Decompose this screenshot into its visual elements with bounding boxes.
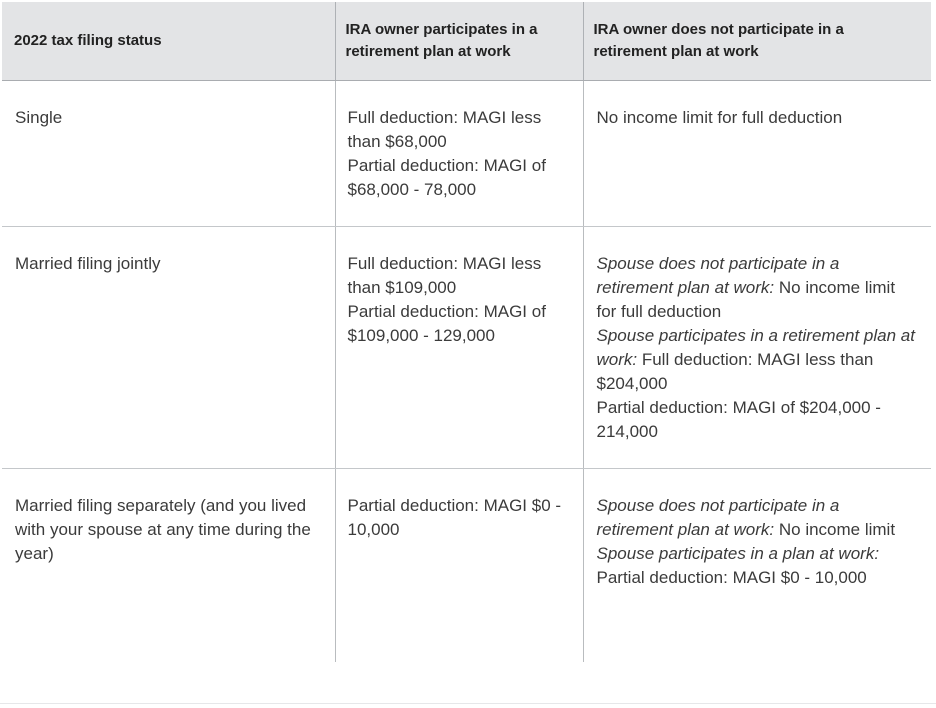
header-row — [2, 2, 931, 81]
spouse-participates-paragraph — [597, 542, 920, 590]
cell-not-participates — [583, 227, 931, 469]
cell-filing-status — [2, 227, 335, 469]
table-row — [2, 81, 931, 227]
cell-not-participates — [583, 81, 931, 227]
filing-status-text: Married filing separately (and you lived with your spouse at any time during the year) — [15, 496, 311, 563]
spouse-not-participates-text: No income limit — [774, 520, 896, 539]
spouse-not-participates-paragraph — [597, 252, 920, 324]
cell-participates — [335, 81, 583, 227]
spouse-not-participates-label: Spouse does not participate in a retirement plan at work: — [596, 254, 840, 297]
spouse-participates-label: Spouse participates in a retirement plan at work: — [596, 326, 915, 369]
spouse-participates-paragraph — [597, 324, 920, 396]
table-row — [2, 227, 931, 469]
ira-deduction-table — [2, 2, 931, 662]
full-deduction-text: Full deduction: MAGI less than $109,000 — [347, 254, 542, 297]
spouse-not-participates-text: No income limit for full deduction — [596, 278, 896, 321]
spouse-participates-text: Full deduction: MAGI less than $204,000 — [596, 350, 874, 393]
full-deduction-text: Full deduction: MAGI less than $68,000 — [347, 108, 542, 151]
filing-status-text: Married filing jointly — [15, 254, 161, 273]
spouse-not-participates-label: Spouse does not participate in a retirement plan at work: — [596, 496, 840, 539]
partial-deduction-text: Partial deduction: MAGI of $109,000 - 129,000 — [347, 302, 546, 345]
table-header — [2, 2, 931, 81]
table-body — [2, 81, 931, 663]
footer-divider — [0, 703, 936, 704]
cell-filing-status — [2, 469, 335, 663]
spouse-participates-label: Spouse participates in a plan at work: — [596, 544, 880, 563]
header-participates: IRA owner participates in a retirement plan at work — [335, 2, 583, 81]
cell-participates — [335, 469, 583, 663]
header-not-participates: IRA owner does not participate in a retirement plan at work — [583, 2, 931, 81]
cell-participates — [335, 227, 583, 469]
partial-deduction-text: Partial deduction: MAGI of $204,000 - 214,000 — [596, 398, 881, 441]
header-filing-status: 2022 tax filing status — [2, 2, 335, 81]
cell-not-participates — [583, 469, 931, 663]
cell-filing-status — [2, 81, 335, 227]
spouse-participates-text: Partial deduction: MAGI $0 - 10,000 — [596, 568, 867, 587]
spouse-not-participates-paragraph — [597, 494, 920, 542]
partial-deduction-text: Partial deduction: MAGI of $68,000 - 78,000 — [347, 156, 546, 199]
partial-deduction-text: Partial deduction: MAGI $0 - 10,000 — [347, 496, 562, 539]
table-row — [2, 469, 931, 663]
filing-status-text: Single — [15, 108, 63, 127]
no-limit-text: No income limit for full deduction — [596, 108, 843, 127]
